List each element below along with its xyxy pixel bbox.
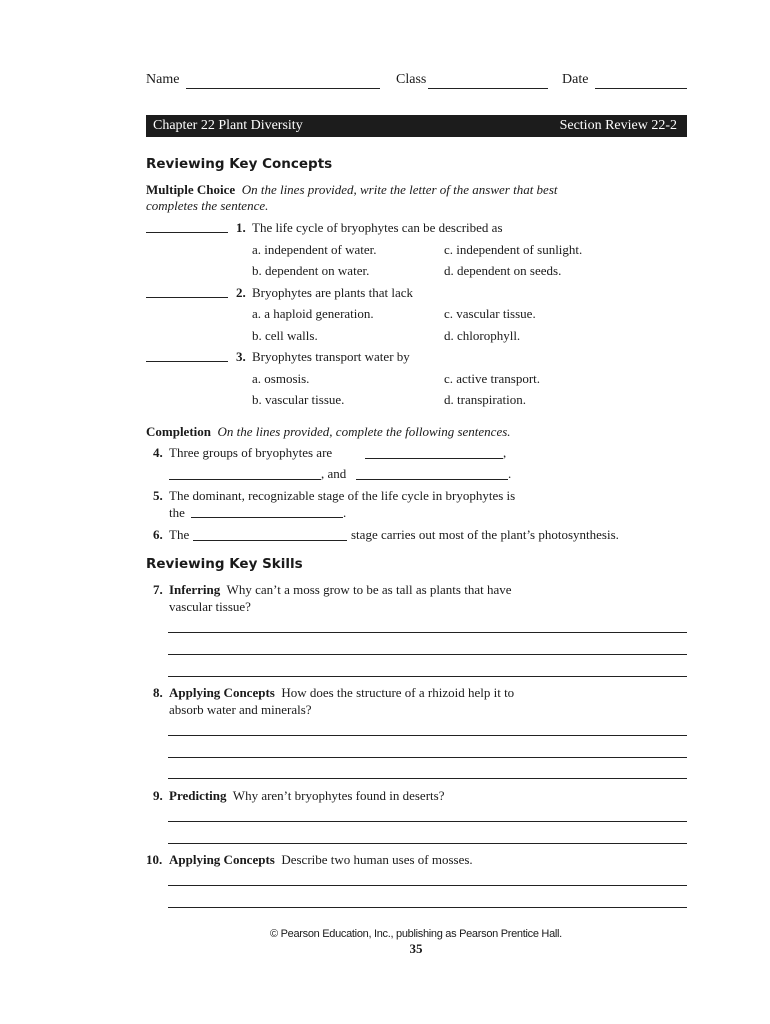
choice-d: d. transpiration. xyxy=(444,392,526,407)
choice-b: b. cell walls. xyxy=(252,328,318,343)
question-text: stage carries out most of the plant’s photosynthesis. xyxy=(351,527,619,542)
question-number: 10. xyxy=(146,852,163,867)
answer-line[interactable] xyxy=(168,757,687,758)
q5-period: . xyxy=(343,505,347,520)
mc-instructions xyxy=(146,182,558,198)
question-text: Three groups of bryophytes are xyxy=(169,445,333,460)
question-text: Bryophytes are plants that lack xyxy=(252,285,414,300)
q4-comma: , xyxy=(503,445,507,460)
choice-a: a. a haploid generation. xyxy=(252,306,374,321)
class-label: Class xyxy=(396,72,427,87)
question-text-line1: Why aren’t bryophytes found in deserts? xyxy=(232,788,445,803)
answer-blank-4a[interactable] xyxy=(365,458,503,459)
question-text-line2: vascular tissue? xyxy=(169,599,251,614)
question-number: 4. xyxy=(153,445,163,460)
answer-blank-4b[interactable] xyxy=(169,479,321,480)
chapter-title: Chapter 22 Plant Diversity xyxy=(153,118,303,133)
skill-label: Applying Concepts xyxy=(169,685,275,700)
chapter-banner xyxy=(146,115,687,137)
completion-label: Completion xyxy=(146,424,211,439)
completion-instruction: On the lines provided, complete the following sentences. xyxy=(217,424,511,439)
choice-d: d. chlorophyll. xyxy=(444,328,521,343)
skill-label: Applying Concepts xyxy=(169,852,275,867)
question-text-line1: Why can’t a moss grow to be as tall as plants that have xyxy=(226,582,512,597)
choice-a: a. independent of water. xyxy=(252,242,377,257)
date-field[interactable] xyxy=(595,88,687,89)
q4-period: . xyxy=(508,466,512,481)
section-title: Section Review 22-2 xyxy=(559,118,677,133)
answer-line[interactable] xyxy=(168,654,687,655)
question-text: The dominant, recognizable stage of the life cycle in bryophytes is xyxy=(169,488,516,503)
question-number: 7. xyxy=(153,582,163,597)
page-number: 35 xyxy=(409,941,423,956)
answer-line[interactable] xyxy=(168,632,687,633)
answer-line[interactable] xyxy=(168,821,687,822)
question-number: 9. xyxy=(153,788,163,803)
question-text xyxy=(169,788,444,804)
choice-c: c. independent of sunlight. xyxy=(444,242,583,257)
question-text xyxy=(169,685,514,701)
choice-c: c. active transport. xyxy=(444,371,541,386)
question-text xyxy=(169,582,512,598)
key-skills-heading: Reviewing Key Skills xyxy=(146,556,303,572)
q5-the: the xyxy=(169,505,185,520)
q4-and: , and xyxy=(321,466,347,481)
choice-d: d. dependent on seeds. xyxy=(444,263,562,278)
question-text-line1: Describe two human uses of mosses. xyxy=(281,852,473,867)
question-text: The life cycle of bryophytes can be described as xyxy=(252,220,503,235)
answer-line[interactable] xyxy=(168,676,687,677)
date-label: Date xyxy=(562,72,589,87)
question-number: 8. xyxy=(153,685,163,700)
answer-blank-1[interactable] xyxy=(146,232,228,233)
answer-line[interactable] xyxy=(168,907,687,908)
answer-line[interactable] xyxy=(168,778,687,779)
answer-blank-2[interactable] xyxy=(146,297,228,298)
answer-line[interactable] xyxy=(168,885,687,886)
mc-label: Multiple Choice xyxy=(146,182,236,197)
choice-b: b. vascular tissue. xyxy=(252,392,345,407)
answer-blank-6[interactable] xyxy=(193,540,347,541)
question-number: 5. xyxy=(153,488,163,503)
answer-line[interactable] xyxy=(168,735,687,736)
question-text-line2: absorb water and minerals? xyxy=(169,702,312,717)
q6-the: The xyxy=(169,527,190,542)
question-text-line1: How does the structure of a rhizoid help it to xyxy=(281,685,515,700)
name-field[interactable] xyxy=(186,88,380,89)
name-label: Name xyxy=(146,72,180,87)
key-concepts-heading: Reviewing Key Concepts xyxy=(146,156,333,172)
answer-line[interactable] xyxy=(168,843,687,844)
mc-instruction-line1: On the lines provided, write the letter of the answer that best xyxy=(241,182,558,197)
skill-label: Inferring xyxy=(169,582,221,597)
mc-instruction-line2: completes the sentence. xyxy=(146,198,269,213)
answer-blank-3[interactable] xyxy=(146,361,228,362)
class-field[interactable] xyxy=(428,88,548,89)
choice-a: a. osmosis. xyxy=(252,371,310,386)
copyright-notice: © Pearson Education, Inc., publishing as Pearson Prentice Hall. xyxy=(270,928,562,940)
question-text: Bryophytes transport water by xyxy=(252,349,410,364)
question-number: 1. xyxy=(236,220,246,235)
choice-b: b. dependent on water. xyxy=(252,263,370,278)
question-number: 6. xyxy=(153,527,163,542)
answer-blank-5[interactable] xyxy=(191,517,343,518)
question-text xyxy=(169,852,473,868)
skill-label: Predicting xyxy=(169,788,227,803)
answer-blank-4c[interactable] xyxy=(356,479,508,480)
choice-c: c. vascular tissue. xyxy=(444,306,536,321)
question-number: 2. xyxy=(236,285,246,300)
question-number: 3. xyxy=(236,349,246,364)
completion-instructions xyxy=(146,424,511,440)
